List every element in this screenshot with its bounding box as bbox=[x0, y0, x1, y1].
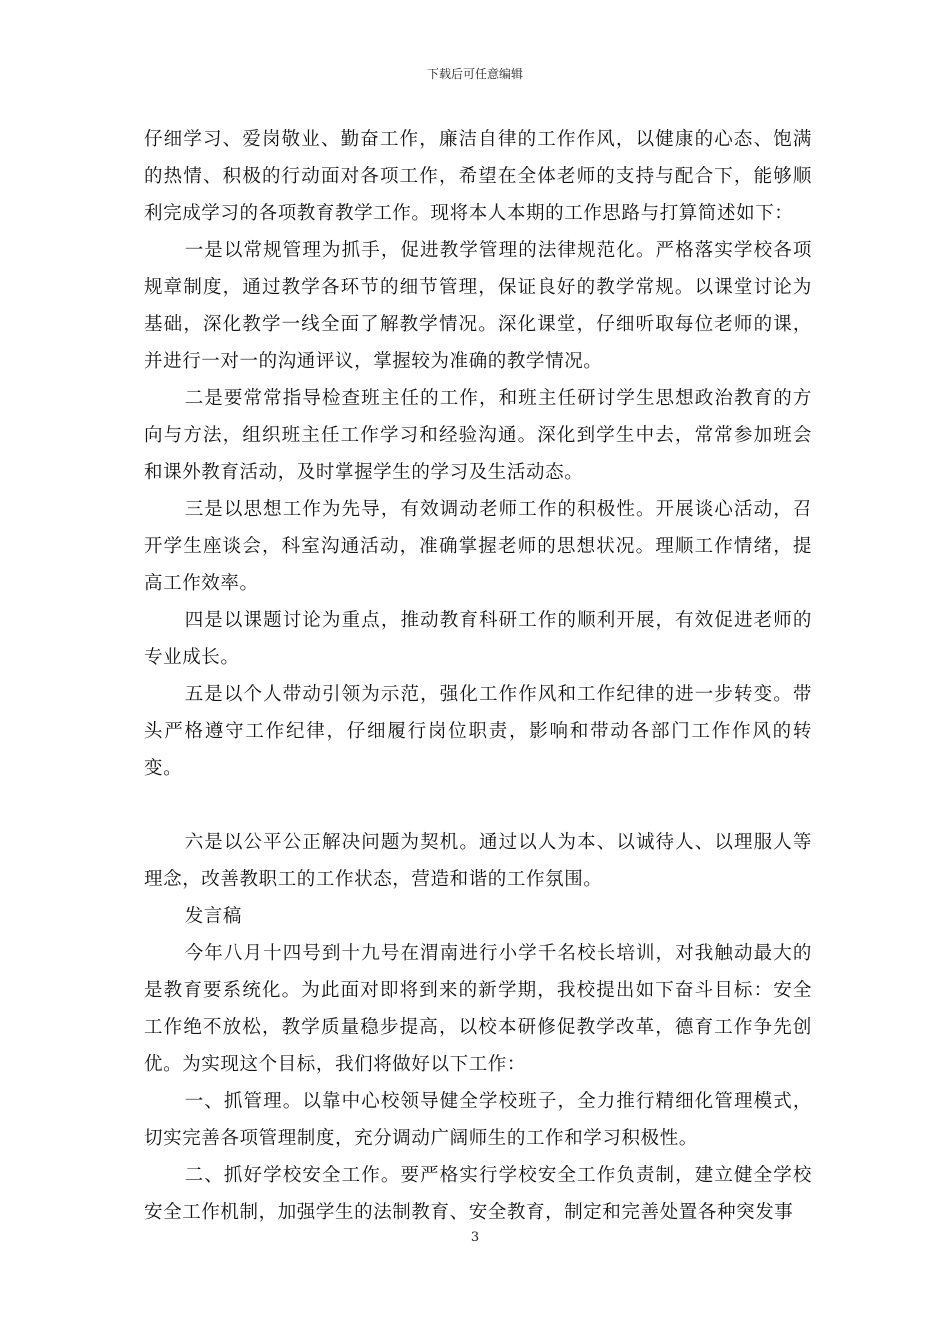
document-body bbox=[144, 121, 812, 1231]
paragraph-point-two: 二是要常常指导检查班主任的工作，和班主任研讨学生思想政治教育的方向与方法，组织班主任工作学习和经验沟通。深化到学生中去，常常参加班会和课外教育活动，及时掌握学生的学习及生活动态。 bbox=[144, 388, 812, 483]
paragraph-continuation: 仔细学习、爱岗敬业、勤奋工作，廉洁自律的工作作风，以健康的心态、饱满的热情、积极的行动面对各项工作，希望在全体老师的支持与配合下，能够顺利完成学习的各项教育教学工作。现将本人本期的工作思路与打算简述如下： bbox=[144, 129, 812, 224]
paragraph-point-four: 四是以课题讨论为重点，推动教育科研工作的顺利开展，有效促进老师的专业成长。 bbox=[144, 610, 812, 668]
paragraph-point-six: 六是以公平公正解决问题为契机。通过以人为本、以诚待人、以理服人等理念，改善教职工的工作状态，营造和谐的工作氛围。 bbox=[144, 832, 812, 890]
paragraph-management: 一、抓管理。以靠中心校领导健全学校班子，全力推行精细化管理模式，切实完善各项管理制度，充分调动广阔师生的工作和学习积极性。 bbox=[144, 1091, 812, 1149]
paragraph-point-three: 三是以思想工作为先导，有效调动老师工作的积极性。开展谈心活动，召开学生座谈会，科室沟通活动，准确掌握老师的思想状况。理顺工作情绪，提高工作效率。 bbox=[144, 499, 812, 594]
page-number: 3 bbox=[470, 1230, 480, 1245]
section-title: 发言稿 bbox=[184, 906, 242, 927]
paragraph-point-five: 五是以个人带动引领为示范，强化工作作风和工作纪律的进一步转变。带头严格遵守工作纪律，仔细履行岗位职责，影响和带动各部门工作作风的转变。 bbox=[144, 684, 812, 779]
paragraph-point-one: 一是以常规管理为抓手，促进教学管理的法律规范化。严格落实学校各项规章制度，通过教学各环节的细节管理，保证良好的教学常规。以课堂讨论为基础，深化教学一线全面了解教学情况。深化课堂，仔细听取每位老师的课，并进行一对一的沟通评议，掌握较为准确的教学情况。 bbox=[144, 240, 812, 372]
paragraph-safety: 二、抓好学校安全工作。要严格实行学校安全工作负责制，建立健全学校安全工作机制，加强学生的法制教育、安全教育，制定和完善处置各种突发事 bbox=[144, 1165, 812, 1223]
page-header: 下载后可任意编辑 bbox=[426, 67, 523, 81]
paragraph-speech-intro: 今年八月十四号到十九号在渭南进行小学千名校长培训，对我触动最大的是教育要系统化。为此面对即将到来的新学期，我校提出如下奋斗目标：安全工作绝不放松，教学质量稳步提高，以校本研修促教学改革，德育工作争先创优。为实现这个目标，我们将做好以下工作： bbox=[144, 943, 812, 1075]
